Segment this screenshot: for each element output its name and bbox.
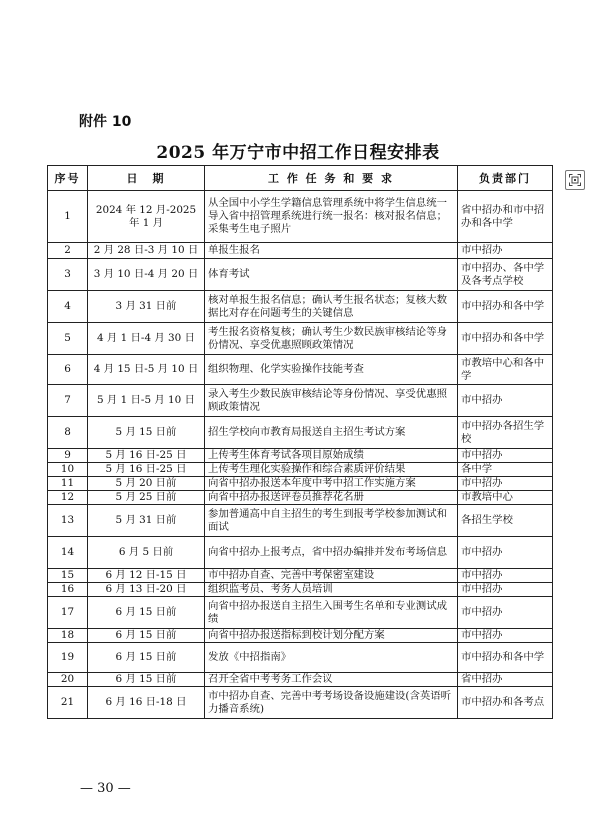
row-task: 发放《中招指南》 (205, 643, 458, 673)
table-row (48, 323, 553, 355)
row-task: 录入考生少数民族审核结论等身份情况、享受优惠照顾政策情况 (205, 385, 458, 417)
row-date: 5 月 1 日-5 月 10 日 (88, 385, 205, 417)
row-no: 16 (48, 583, 88, 597)
row-dept: 市中招办 (458, 537, 553, 569)
row-date: 5 月 20 日前 (88, 477, 205, 491)
table-row (48, 673, 553, 687)
row-task: 市中招办自查、完善中考考场设备设施建设(含英语听力播音系统) (205, 687, 458, 719)
row-dept: 市中招办、各中学及各考点学校 (458, 259, 553, 291)
table-row (48, 243, 553, 259)
row-no: 18 (48, 629, 88, 643)
row-no: 13 (48, 505, 88, 537)
row-date: 6 月 15 日前 (88, 597, 205, 629)
row-no: 21 (48, 687, 88, 719)
row-no: 10 (48, 463, 88, 477)
row-no: 2 (48, 243, 88, 259)
row-no: 12 (48, 491, 88, 505)
row-no: 14 (48, 537, 88, 569)
column-header-dept: 负责部门 (458, 166, 553, 191)
row-dept: 市中招办和各考点 (458, 687, 553, 719)
table-row (48, 191, 553, 243)
table-row (48, 505, 553, 537)
row-task: 向省中招办报送自主招生入围考生名单和专业测试成绩 (205, 597, 458, 629)
row-date: 6 月 16 日-18 日 (88, 687, 205, 719)
row-dept: 各中学 (458, 463, 553, 477)
row-task: 体育考试 (205, 259, 458, 291)
row-no: 1 (48, 191, 88, 243)
row-date: 3 月 10 日-4 月 20 日 (88, 259, 205, 291)
row-date: 2024 年 12 月-2025 年 1 月 (88, 191, 205, 243)
row-no: 11 (48, 477, 88, 491)
table-row (48, 385, 553, 417)
row-no: 9 (48, 449, 88, 463)
table-row (48, 463, 553, 477)
row-dept: 市中招办 (458, 449, 553, 463)
row-no: 3 (48, 259, 88, 291)
page-number: — 30 — (80, 781, 131, 796)
row-task: 单报生报名 (205, 243, 458, 259)
row-date: 3 月 31 日前 (88, 291, 205, 323)
table-row (48, 597, 553, 629)
table-row (48, 417, 553, 449)
row-dept: 市中招办 (458, 583, 553, 597)
row-task: 核对单报生报名信息；确认考生报名状态；复核大数据比对存在问题考生的关键信息 (205, 291, 458, 323)
row-dept: 市中招办和各中学 (458, 291, 553, 323)
row-task: 向省中招办报送指标到校计划分配方案 (205, 629, 458, 643)
row-dept: 市中招办和各中学 (458, 643, 553, 673)
row-no: 15 (48, 569, 88, 583)
row-no: 5 (48, 323, 88, 355)
row-dept: 市中招办 (458, 477, 553, 491)
attachment-label: 附件 10 (79, 114, 132, 130)
row-task: 上传考生理化实验操作和综合素质评价结果 (205, 463, 458, 477)
row-no: 17 (48, 597, 88, 629)
row-date: 6 月 15 日前 (88, 643, 205, 673)
row-date: 5 月 16 日-25 日 (88, 463, 205, 477)
column-header-no: 序号 (48, 166, 88, 191)
row-date: 5 月 15 日前 (88, 417, 205, 449)
row-dept: 市中招办各招生学校 (458, 417, 553, 449)
row-date: 4 月 15 日-5 月 10 日 (88, 355, 205, 385)
row-dept: 省中招办 (458, 673, 553, 687)
row-date: 4 月 1 日-4 月 30 日 (88, 323, 205, 355)
row-task: 市中招办自查、完善中考保密室建设 (205, 569, 458, 583)
row-dept: 市中招办 (458, 629, 553, 643)
row-task: 上传考生体育考试各项目原始成绩 (205, 449, 458, 463)
table-row (48, 291, 553, 323)
row-dept: 各招生学校 (458, 505, 553, 537)
table-row (48, 687, 553, 719)
row-no: 8 (48, 417, 88, 449)
row-task: 考生报名资格复核；确认考生少数民族审核结论等身份情况、享受优惠照顾政策情况 (205, 323, 458, 355)
row-date: 6 月 13 日-20 日 (88, 583, 205, 597)
row-no: 7 (48, 385, 88, 417)
row-no: 6 (48, 355, 88, 385)
row-no: 20 (48, 673, 88, 687)
table-row (48, 537, 553, 569)
table-row (48, 355, 553, 385)
row-date: 5 月 16 日-25 日 (88, 449, 205, 463)
row-dept: 省中招办和市中招办和各中学 (458, 191, 553, 243)
row-dept: 市教培中心 (458, 491, 553, 505)
row-date: 6 月 15 日前 (88, 629, 205, 643)
table-row (48, 569, 553, 583)
qr-scan-icon (569, 174, 581, 186)
page-title: 2025 年万宁市中招工作日程安排表 (156, 143, 440, 163)
table-row (48, 259, 553, 291)
row-date: 2 月 28 日-3 月 10 日 (88, 243, 205, 259)
table-row (48, 583, 553, 597)
row-date: 6 月 5 日前 (88, 537, 205, 569)
row-dept: 市中招办 (458, 569, 553, 583)
column-header-date: 日 期 (88, 166, 205, 191)
row-task: 组织物理、化学实验操作技能考查 (205, 355, 458, 385)
row-dept: 市教培中心和各中学 (458, 355, 553, 385)
table-row (48, 477, 553, 491)
column-header-task: 工 作 任 务 和 要 求 (205, 166, 458, 191)
row-no: 19 (48, 643, 88, 673)
qr-scan-button[interactable] (565, 170, 585, 190)
table-row (48, 449, 553, 463)
row-date: 5 月 25 日前 (88, 491, 205, 505)
schedule-table (47, 165, 553, 719)
row-dept: 市中招办和各中学 (458, 323, 553, 355)
row-task: 向省中招办上报考点，省中招办编排并发布考场信息 (205, 537, 458, 569)
row-task: 向省中招办报送本年度中考中招工作实施方案 (205, 477, 458, 491)
table-row (48, 643, 553, 673)
row-date: 5 月 31 日前 (88, 505, 205, 537)
table-row (48, 629, 553, 643)
row-task: 招生学校向市教育局报送自主招生考试方案 (205, 417, 458, 449)
row-date: 6 月 12 日-15 日 (88, 569, 205, 583)
row-task: 从全国中小学生学籍信息管理系统中将学生信息统一导入省中招管理系统进行统一报名：核对报名信息；采集考生电子照片 (205, 191, 458, 243)
row-dept: 市中招办 (458, 243, 553, 259)
row-no: 4 (48, 291, 88, 323)
table-header-row (48, 166, 553, 191)
row-dept: 市中招办 (458, 597, 553, 629)
table-row (48, 491, 553, 505)
row-date: 6 月 15 日前 (88, 673, 205, 687)
row-task: 召开全省中考考务工作会议 (205, 673, 458, 687)
row-task: 向省中招办报送评卷员推荐花名册 (205, 491, 458, 505)
row-task: 组织监考员、考务人员培训 (205, 583, 458, 597)
row-dept: 市中招办 (458, 385, 553, 417)
row-task: 参加普通高中自主招生的考生到报考学校参加测试和面试 (205, 505, 458, 537)
